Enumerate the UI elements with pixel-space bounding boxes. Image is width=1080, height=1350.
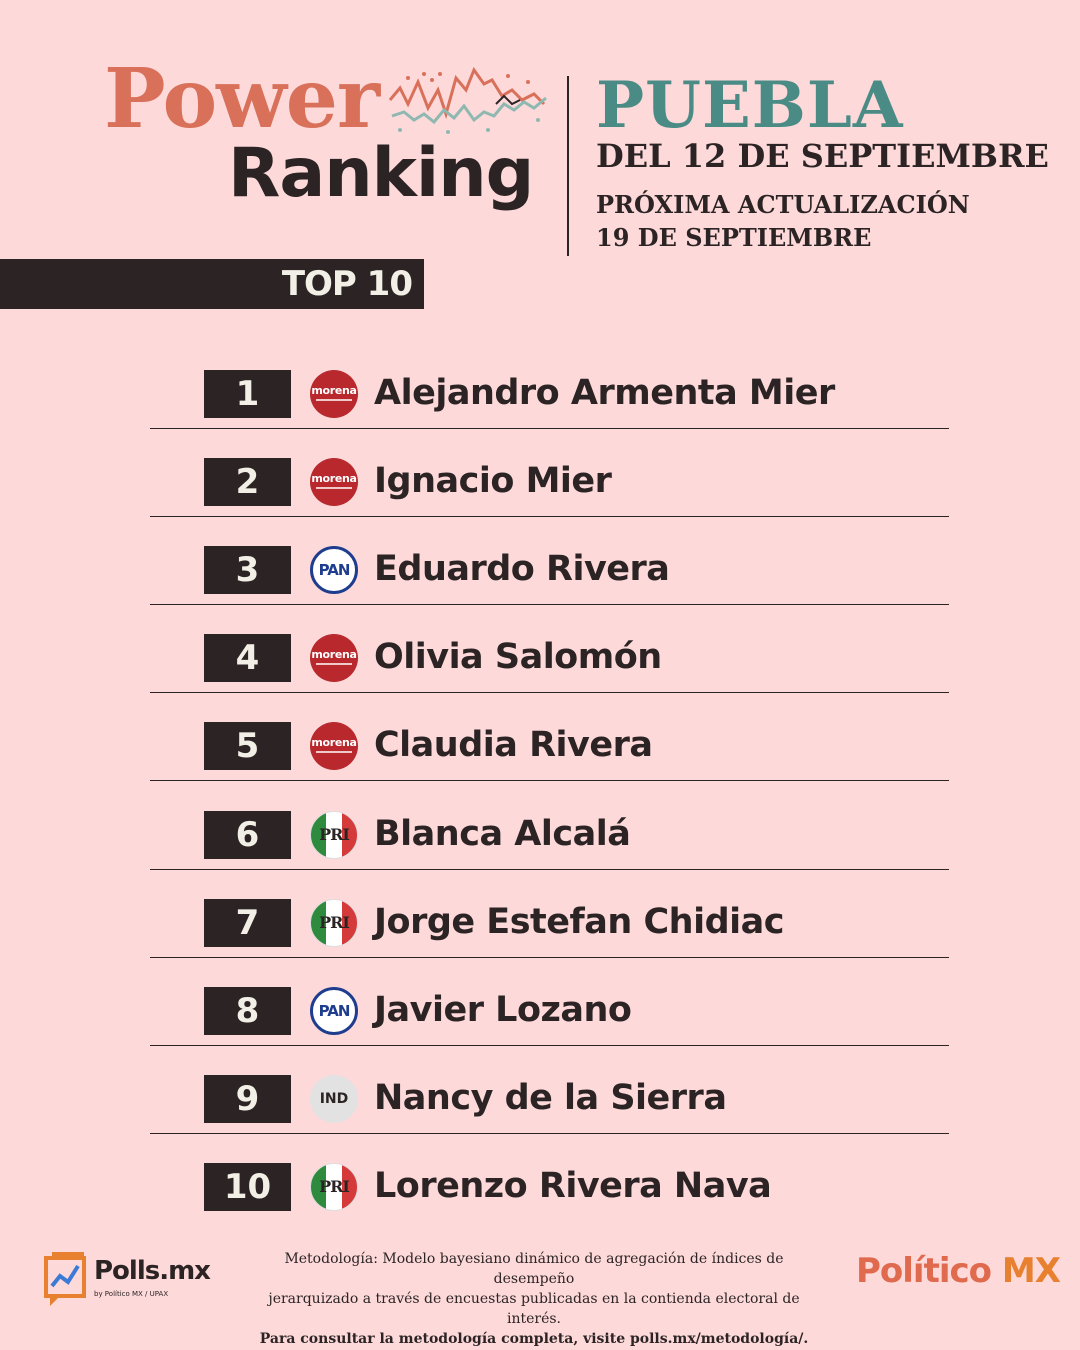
rank-number: 6 <box>204 811 291 859</box>
morena-tagline-mark <box>316 751 352 753</box>
politico-logo-part1: Político <box>856 1251 992 1291</box>
ranking-row <box>0 535 1080 623</box>
ranking-row <box>0 359 1080 447</box>
polls-name: Polls.mx <box>94 1256 210 1286</box>
ranking-date: DEL 12 DE SEPTIEMBRE <box>596 137 1049 175</box>
top-10-banner: TOP 10 <box>0 259 424 309</box>
party-logo-pri-icon <box>310 811 358 859</box>
methodology-link[interactable]: Para consultar la metodología completa, visite polls.mx/metodología/. <box>259 1331 809 1347</box>
party-logo-label: morena <box>311 472 357 486</box>
party-logo-morena-icon <box>310 458 358 506</box>
candidate-name: Eduardo Rivera <box>374 549 670 590</box>
party-logo-pri-icon <box>310 1163 358 1211</box>
rank-number: 8 <box>204 987 291 1035</box>
row-divider <box>150 869 949 870</box>
party-logo-label: PRI <box>319 824 349 844</box>
rank-number: 9 <box>204 1075 291 1123</box>
rank-number: 5 <box>204 722 291 770</box>
candidate-name: Nancy de la Sierra <box>374 1077 727 1118</box>
candidate-name: Javier Lozano <box>374 989 632 1030</box>
next-update-date: 19 DE SEPTIEMBRE <box>596 223 872 252</box>
row-divider <box>150 516 949 517</box>
party-logo-label: PAN <box>318 561 350 580</box>
methodology-line-2: jerarquizado a través de encuestas publicadas en la contienda electoral de interés. <box>268 1291 800 1327</box>
row-divider <box>150 1133 949 1134</box>
next-update-label: PRÓXIMA ACTUALIZACIÓN <box>596 190 970 219</box>
rank-number: 10 <box>204 1163 291 1211</box>
row-divider <box>150 1045 949 1046</box>
candidate-name: Jorge Estefan Chidiac <box>374 901 784 942</box>
party-logo-label: morena <box>311 648 357 662</box>
ranking-row <box>0 1064 1080 1152</box>
party-logo-pri-icon <box>310 899 358 947</box>
rank-number: 7 <box>204 899 291 947</box>
morena-tagline-mark <box>316 487 352 489</box>
candidate-name: Ignacio Mier <box>374 461 612 502</box>
ranking-row <box>0 1152 1080 1240</box>
sparkline-graphic-icon <box>388 60 550 142</box>
party-logo-morena-icon <box>310 634 358 682</box>
party-logo-ind-icon <box>310 1075 358 1123</box>
ranking-row <box>0 800 1080 888</box>
party-logo-morena-icon <box>310 370 358 418</box>
candidate-name: Claudia Rivera <box>374 725 653 766</box>
party-logo-label: IND <box>319 1090 349 1107</box>
rank-number: 3 <box>204 546 291 594</box>
header-divider <box>567 76 569 256</box>
row-divider <box>150 692 949 693</box>
candidate-name: Blanca Alcalá <box>374 813 631 854</box>
methodology-line-1: Metodología: Modelo bayesiano dinámico de agregación de índices de desempeño <box>284 1251 784 1287</box>
rank-number: 4 <box>204 634 291 682</box>
party-logo-label: PRI <box>319 912 349 932</box>
candidate-name: Alejandro Armenta Mier <box>374 373 835 413</box>
party-logo-pan-icon <box>310 987 358 1035</box>
row-divider <box>150 957 949 958</box>
rank-number: 2 <box>204 458 291 506</box>
candidate-name: Lorenzo Rivera Nava <box>374 1165 772 1206</box>
party-logo-label: PAN <box>318 1001 350 1020</box>
methodology-note <box>246 1249 822 1349</box>
ranking-row <box>0 888 1080 976</box>
candidate-name: Olivia Salomón <box>374 637 662 678</box>
polls-by: by Político MX / UPAX <box>94 1290 169 1298</box>
morena-tagline-mark <box>316 663 352 665</box>
ranking-row <box>0 447 1080 535</box>
row-divider <box>150 604 949 605</box>
power-title: Power <box>104 51 380 147</box>
morena-tagline-mark <box>316 399 352 401</box>
ranking-row <box>0 976 1080 1064</box>
next-update <box>596 188 970 254</box>
party-logo-pan-icon <box>310 546 358 594</box>
polls-mx-logo <box>44 1250 234 1310</box>
rank-number: 1 <box>204 370 291 418</box>
row-divider <box>150 780 949 781</box>
party-logo-label: morena <box>311 736 357 750</box>
ranking-row <box>0 623 1080 711</box>
party-logo-label: PRI <box>319 1176 349 1196</box>
party-logo-label: morena <box>311 384 357 397</box>
politico-mx-logo <box>856 1251 1060 1291</box>
politico-logo-part2: MX <box>1001 1251 1060 1291</box>
ranking-title: Ranking <box>228 134 534 213</box>
ranking-row <box>0 711 1080 799</box>
polls-chart-icon <box>44 1250 88 1306</box>
party-logo-morena-icon <box>310 722 358 770</box>
row-divider <box>150 428 949 429</box>
state-title: PUEBLA <box>596 68 904 143</box>
